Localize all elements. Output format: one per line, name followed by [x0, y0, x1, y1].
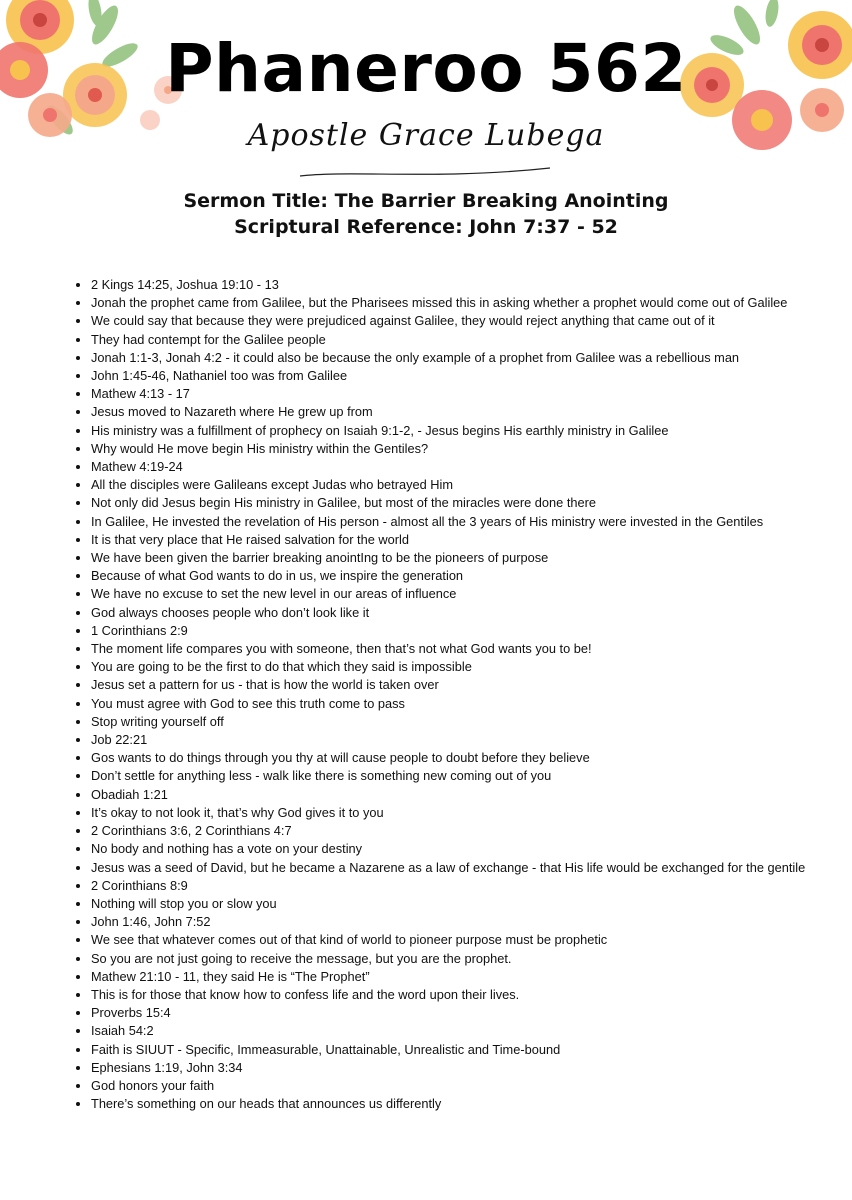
list-item: Job 22:21: [74, 731, 814, 749]
list-item: Proverbs 15:4: [74, 1004, 814, 1022]
list-item: It is that very place that He raised salvation for the world: [74, 531, 814, 549]
sermon-title: Sermon Title: The Barrier Breaking Anointing: [183, 190, 669, 212]
list-item: Nothing will stop you or slow you: [74, 895, 814, 913]
list-item: 1 Corinthians 2:9: [74, 622, 814, 640]
list-item: Why would He move begin His ministry within the Gentiles?: [74, 440, 814, 458]
signature-flourish: [290, 118, 570, 188]
list-item: We have been given the barrier breaking anointIng to be the pioneers of purpose: [74, 549, 814, 567]
list-item: So you are not just going to receive the message, but you are the prophet.: [74, 950, 814, 968]
list-item: 2 Corinthians 3:6, 2 Corinthians 4:7: [74, 822, 814, 840]
list-item: Stop writing yourself off: [74, 713, 814, 731]
list-item: Jesus set a pattern for us - that is how the world is taken over: [74, 676, 814, 694]
list-item: Jonah 1:1-3, Jonah 4:2 - it could also be because the only example of a prophet from Galilee was a rebellious man: [74, 349, 814, 367]
page-title: Phaneroo 562: [165, 30, 687, 107]
list-item: Ephesians 1:19, John 3:34: [74, 1059, 814, 1077]
sermon-notes-list: [74, 276, 814, 1113]
list-item: We see that whatever comes out of that kind of world to pioneer purpose must be prophetic: [74, 931, 814, 949]
author-signature: Apostle Grace Lubega: [247, 118, 605, 153]
list-item: God honors your faith: [74, 1077, 814, 1095]
list-item: All the disciples were Galileans except Judas who betrayed Him: [74, 476, 814, 494]
sermon-info: [0, 188, 852, 240]
list-item: It’s okay to not look it, that’s why God gives it to you: [74, 804, 814, 822]
list-item: Jesus moved to Nazareth where He grew up from: [74, 403, 814, 421]
list-item: No body and nothing has a vote on your destiny: [74, 840, 814, 858]
list-item: God always chooses people who don’t look like it: [74, 604, 814, 622]
list-item: Gos wants to do things through you thy at will cause people to doubt before they believe: [74, 749, 814, 767]
list-item: In Galilee, He invested the revelation of His person - almost all the 3 years of His ministry were invested in the Gentiles: [74, 513, 814, 531]
list-item: His ministry was a fulfillment of prophecy on Isaiah 9:1-2, - Jesus begins His earthly ministry in Galilee: [74, 422, 814, 440]
list-item: John 1:45-46, Nathaniel too was from Galilee: [74, 367, 814, 385]
list-item: Obadiah 1:21: [74, 786, 814, 804]
list-item: Isaiah 54:2: [74, 1022, 814, 1040]
scripture-reference: Scriptural Reference: John 7:37 - 52: [234, 216, 618, 238]
list-item: Mathew 4:19-24: [74, 458, 814, 476]
list-item: 2 Kings 14:25, Joshua 19:10 - 13: [74, 276, 814, 294]
list-item: Mathew 21:10 - 11, they said He is “The Prophet”: [74, 968, 814, 986]
list-item: This is for those that know how to confess life and the word upon their lives.: [74, 986, 814, 1004]
list-item: Not only did Jesus begin His ministry in Galilee, but most of the miracles were done there: [74, 494, 814, 512]
list-item: Because of what God wants to do in us, we inspire the generation: [74, 567, 814, 585]
list-item: Jonah the prophet came from Galilee, but the Pharisees missed this in asking whether a prophet would come out of Galilee: [74, 294, 814, 312]
list-item: Jesus was a seed of David, but he became a Nazarene as a law of exchange - that His life would be exchanged for the gentile: [74, 859, 814, 877]
list-item: You are going to be the first to do that which they said is impossible: [74, 658, 814, 676]
list-item: Mathew 4:13 - 17: [74, 385, 814, 403]
list-item: We could say that because they were prejudiced against Galilee, they would reject anything that came out of it: [74, 312, 814, 330]
list-item: You must agree with God to see this truth come to pass: [74, 695, 814, 713]
list-item: We have no excuse to set the new level in our areas of influence: [74, 585, 814, 603]
list-item: The moment life compares you with someone, then that’s not what God wants you to be!: [74, 640, 814, 658]
list-item: Don’t settle for anything less - walk like there is something new coming out of you: [74, 767, 814, 785]
list-item: Faith is SIUUT - Specific, Immeasurable, Unattainable, Unrealistic and Time-bound: [74, 1041, 814, 1059]
list-item: 2 Corinthians 8:9: [74, 877, 814, 895]
list-item: There’s something on our heads that announces us differently: [74, 1095, 814, 1113]
list-item: John 1:46, John 7:52: [74, 913, 814, 931]
list-item: They had contempt for the Galilee people: [74, 331, 814, 349]
